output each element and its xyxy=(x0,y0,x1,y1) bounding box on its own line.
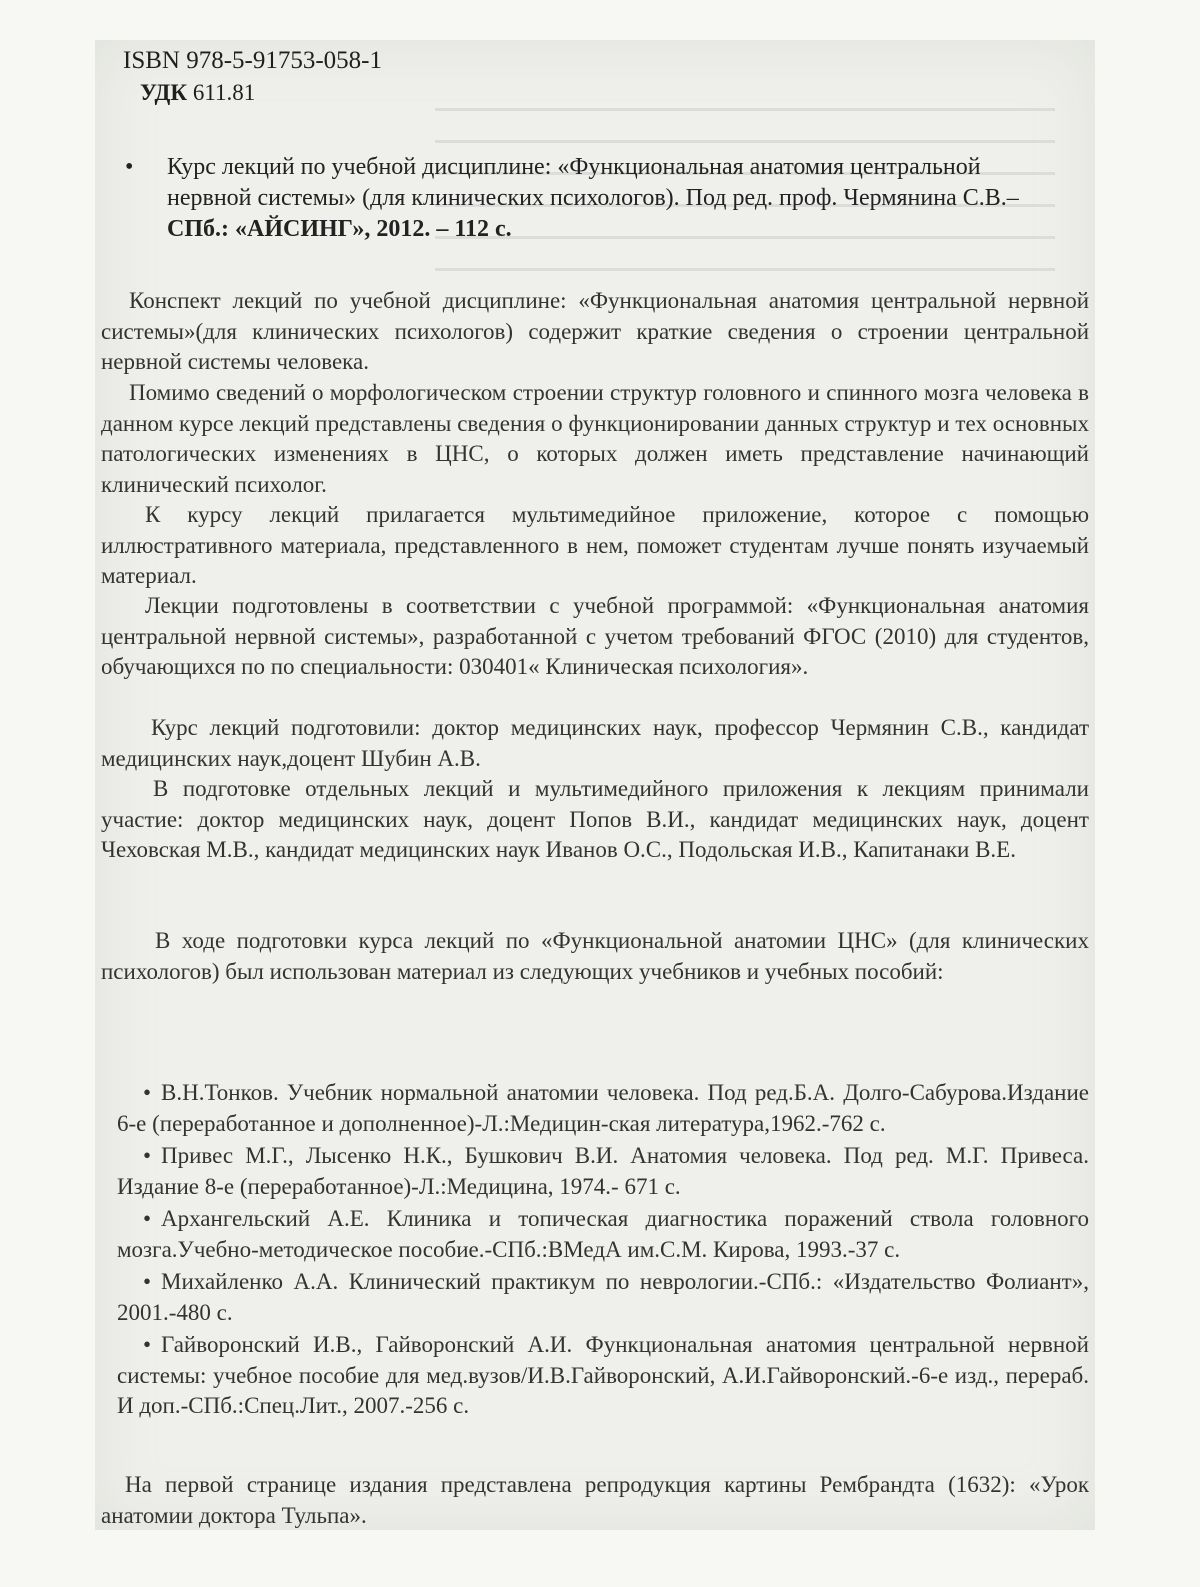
paragraph-text: Лекции подготовлены в соответствии с учебной программой: «Функциональная анатомия центральной нервной системы», разработанной с учетом требований ФГОС (2010) для студентов, обучающихся по по специальности: 030401« Клиническая психология». xyxy=(101,593,1089,679)
paragraph-scope xyxy=(101,378,1089,500)
citation-text xyxy=(167,152,1045,245)
paragraph-program xyxy=(101,591,1089,683)
isbn: ISBN 978-5-91753-058-1 xyxy=(123,47,383,74)
paragraph-text: Курс лекций подготовили: доктор медицинских наук, профессор Чермянин С.В., кандидат медицинских наук,доцент Шубин А.В. xyxy=(101,715,1089,771)
bibliography-item xyxy=(117,1078,1089,1139)
paragraph-summary xyxy=(101,286,1089,378)
paragraph-contributors xyxy=(101,774,1089,866)
bullet-icon: • xyxy=(142,1080,151,1105)
paragraph-text: К курсу лекций прилагается мультимедийное приложение, которое с помощью иллюстративного материала, представленного в нем, поможет студентам лучше понять изучаемый материал. xyxy=(101,502,1089,588)
paragraph-text: В подготовке отдельных лекций и мультимедийного приложения к лекциям принимали участие: доктор медицинских наук, доцент Попов В.И., кандидат медицинских наук, доцент Чеховская М.В., кандидат медицинских наук Иванов О.С., Подольская И.В., Капитанаки В.Е. xyxy=(101,776,1089,862)
book-page xyxy=(95,40,1095,1530)
citation-bold: СПб.: «АЙСИНГ», 2012. – 112 с. xyxy=(167,216,512,242)
bibliography-item-text: Привес М.Г., Лысенко Н.К., Бушкович В.И. Анатомия человека. Под ред. М.Г. Привеса. Издание 8-е (переработанное)-Л.:Медицина, 1974.- 671 с. xyxy=(117,1143,1089,1199)
bibliography-item-text: Михайленко А.А. Клинический практикум по неврологии.-СПб.: «Издательство Фолиант», 2001.-480 с. xyxy=(117,1269,1089,1325)
paragraph-text: Помимо сведений о морфологическом строении структур головного и спинного мозга человека в данном курсе лекций представлены сведения о функционировании данных структур и тех основных патологических изменениях в ЦНС, о которых должен иметь представление начинающий клинический психолог. xyxy=(101,380,1089,497)
bibliography-item-text: Архангельский А.Е. Клиника и топическая диагностика поражений ствола головного мозга.Учебно-методическое пособие.-СПб.:ВМедА им.С.М. Кирова, 1993.-37 с. xyxy=(117,1206,1089,1262)
bibliography-item-text: В.Н.Тонков. Учебник нормальной анатомии человека. Под ред.Б.А. Долго-Сабурова.Издание 6-е (переработанное и дополненное)-Л.:Медицин-ская литература,1962.-762 с. xyxy=(117,1080,1089,1136)
paragraph-sources-intro xyxy=(101,926,1089,987)
udk xyxy=(140,78,255,109)
bullet-icon: • xyxy=(142,1143,151,1168)
citation-plain: Курс лекций по учебной дисциплине: «Функциональная анатомия центральной нервной системы» (для клинических психологов). Под ред. проф. Чермянина С.В.– xyxy=(167,154,1019,211)
bibliography-item xyxy=(117,1141,1089,1202)
bibliographic-citation xyxy=(125,152,1045,245)
bullet-icon: • xyxy=(142,1332,151,1357)
footer-text: На первой странице издания представлена репродукция картины Рембрандта (1632): «Урок анатомии доктора Тульпа». xyxy=(101,1472,1089,1528)
bullet-icon: • xyxy=(142,1206,151,1231)
udk-value: 611.81 xyxy=(187,80,256,105)
bibliography-item xyxy=(117,1204,1089,1265)
bibliography-item-text: Гайворонский И.В., Гайворонский А.И. Функциональная анатомия центральной нервной системы: учебное пособие для мед.вузов/И.В.Гайворонский, А.И.Гайворонский.-6-е изд., перераб. И доп.-СПб.:Спец.Лит., 2007.-256 с. xyxy=(117,1332,1089,1418)
paragraph-text: Конспект лекций по учебной дисциплине: «Функциональная анатомия центральной нервной системы»(для клинических психологов) содержит краткие сведения о строении центральной нервной системы человека. xyxy=(101,288,1089,374)
udk-label: УДК xyxy=(140,80,188,105)
bibliography-list xyxy=(117,1078,1089,1424)
bibliography-item xyxy=(117,1267,1089,1328)
paragraph-text: В ходе подготовки курса лекций по «Функциональной анатомии ЦНС» (для клинических психологов) был использован материал из следующих учебников и учебных пособий: xyxy=(101,928,1089,984)
footer-note xyxy=(101,1470,1089,1531)
paragraph-multimedia xyxy=(101,500,1089,592)
bullet-icon: • xyxy=(142,1269,151,1294)
paragraph-authors xyxy=(101,713,1089,774)
bibliography-item xyxy=(117,1330,1089,1422)
citation-bullet: • xyxy=(125,154,134,180)
